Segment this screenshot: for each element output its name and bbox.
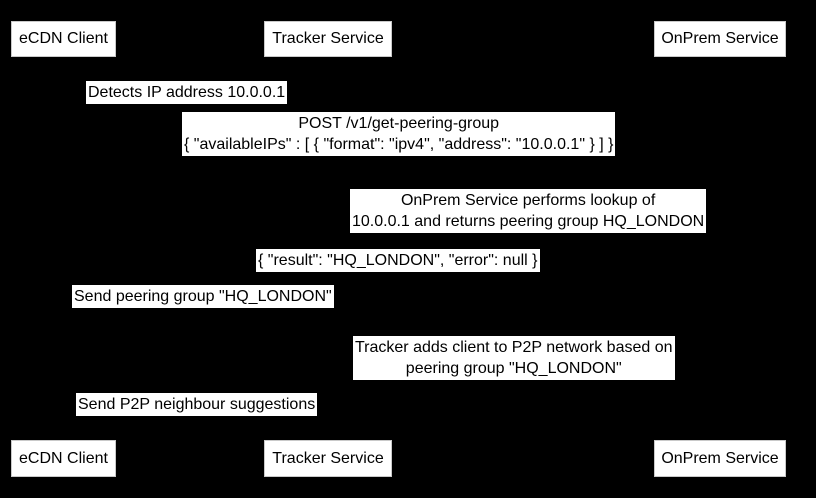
- message-label-result-json: [256, 249, 540, 272]
- message-text: Detects IP address 10.0.0.1: [88, 84, 286, 101]
- note-label-onprem-lookup: [350, 189, 706, 233]
- note-text: OnPrem Service performs lookup of: [400, 192, 656, 209]
- participant-top-ecdn-client: eCDN Client: [11, 21, 116, 57]
- participant-top-tracker-service: Tracker Service: [264, 21, 392, 57]
- message-label-send-p2p-suggestions: [76, 393, 317, 416]
- participant-bottom-tracker-service: Tracker Service: [264, 440, 392, 477]
- message-text: Send peering group "HQ_LONDON": [74, 288, 332, 305]
- note-label-tracker-adds-client: [353, 336, 675, 380]
- note-text: peering group "HQ_LONDON": [405, 360, 622, 377]
- message-text: { "availableIPs" : [ { "format": "ipv4", "address": "10.0.0.1" } ] }: [184, 136, 614, 153]
- message-label-detects-ip: [86, 81, 287, 104]
- message-label-send-peering-group: [72, 285, 334, 308]
- note-text: 10.0.0.1 and returns peering group HQ_LONDON: [352, 213, 705, 230]
- participant-top-onprem-service: OnPrem Service: [654, 21, 786, 57]
- note-text: Tracker adds client to P2P network based on: [355, 339, 673, 356]
- message-text: { "result": "HQ_LONDON", "error": null }: [258, 252, 538, 269]
- participant-bottom-ecdn-client: eCDN Client: [11, 440, 116, 477]
- participant-bottom-onprem-service: OnPrem Service: [654, 440, 786, 477]
- message-label-post-get-peering-group: [182, 112, 615, 156]
- message-text: Send P2P neighbour suggestions: [78, 396, 316, 413]
- message-text: POST /v1/get-peering-group: [298, 115, 500, 132]
